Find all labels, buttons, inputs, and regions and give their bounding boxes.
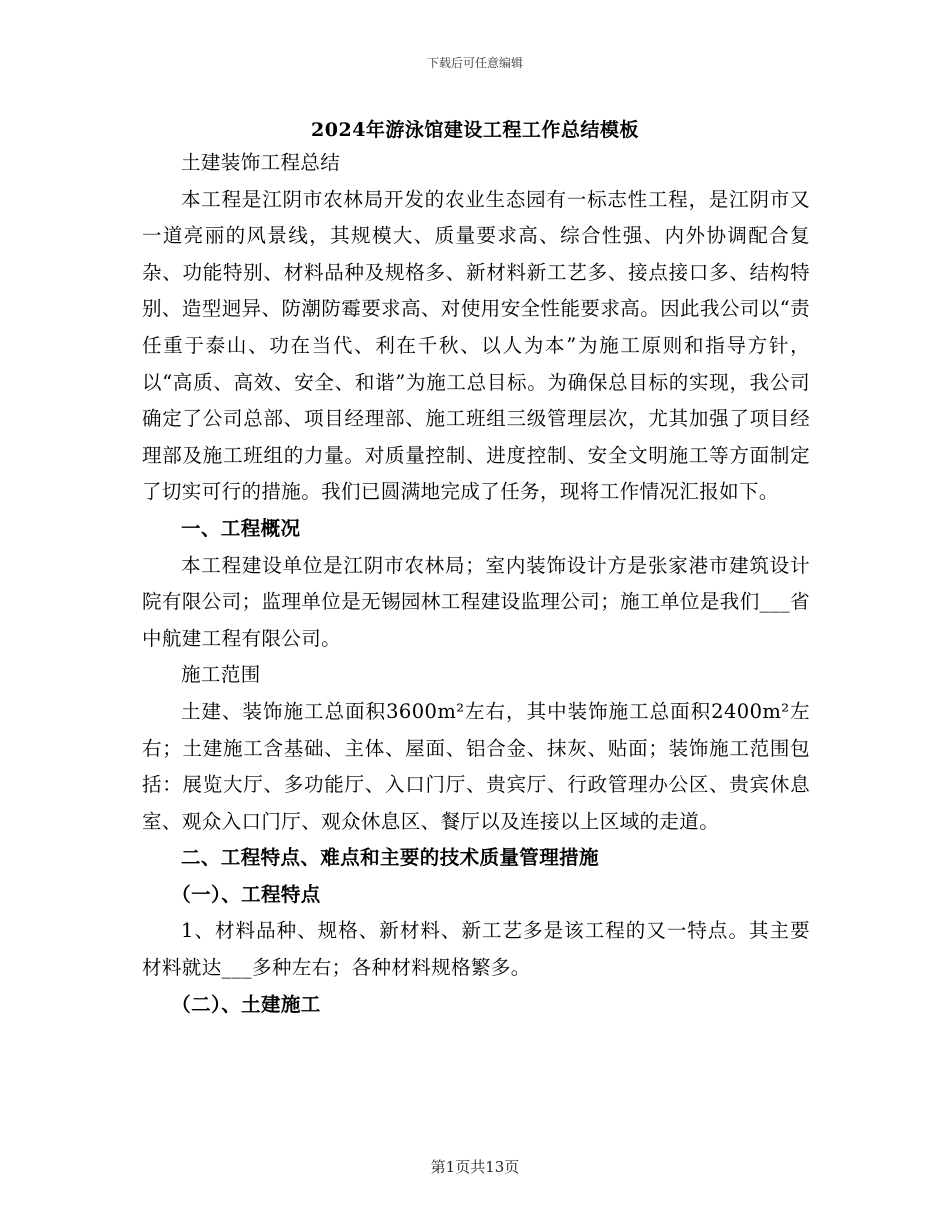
heading-project-overview: 一、工程概况 bbox=[181, 516, 301, 540]
paragraph-units: 本工程建设单位是江阴市农林局；室内装饰设计方是张家港市建筑设计院有限公司；监理单位是无锡园林工程建设监理公司；施工单位是我们___省中航建工程有限公司。 bbox=[142, 553, 810, 650]
subheading-civil-construction: （二）、土建施工 bbox=[171, 992, 321, 1016]
document-body bbox=[142, 145, 810, 1023]
heading-features-measures: 二、工程特点、难点和主要的技术质量管理措施 bbox=[181, 846, 599, 870]
paragraph-section-label: 土建装饰工程总结 bbox=[181, 151, 341, 174]
paragraph-scope-label: 施工范围 bbox=[181, 663, 261, 687]
header-note: 下载后可任意编辑 bbox=[426, 56, 523, 70]
paragraph-materials: 1、材料品种、规格、新材料、新工艺多是该工程的又一特点。其主要材料就达___多种左右；各种材料规格繁多。 bbox=[142, 919, 810, 980]
document-title: 2024年游泳馆建设工程工作总结模板 bbox=[311, 119, 639, 141]
paragraph-scope: 土建、装饰施工总面积3600m²左右，其中装饰施工总面积2400m²左右；土建施工含基础、主体、屋面、铝合金、抹灰、贴面；装饰施工范围包括：展览大厅、多功能厅、入口门厅、贵宾厅、行政管理办公区、贵宾休息室、观众入口门厅、观众休息区、餐厅以及连接以上区域的走道。 bbox=[142, 699, 810, 833]
subheading-features: （一）、工程特点 bbox=[171, 882, 321, 906]
paragraph-intro: 本工程是江阴市农林局开发的农业生态园有一标志性工程，是江阴市又一道亮丽的风景线，其规模大、质量要求高、综合性强、内外协调配合复杂、功能特别、材料品种及规格多、新材料新工艺多、接点接口多、结构特别、造型迥异、防潮防霉要求高、对使用安全性能要求高。因此我公司以“责任重于泰山、功在当代、利在千秋、以人为本”为施工原则和指导方针，以“高质、高效、安全、和谐”为施工总目标。为确保总目标的实现，我公司确定了公司总部、项目经理部、施工班组三级管理层次，尤其加强了项目经理部及施工班组的力量。对质量控制、进度控制、安全文明施工等方面制定了切实可行的措施。我们已圆满地完成了任务，现将工作情况汇报如下。 bbox=[142, 187, 810, 504]
page-number: 第1页共13页 bbox=[430, 1158, 520, 1176]
